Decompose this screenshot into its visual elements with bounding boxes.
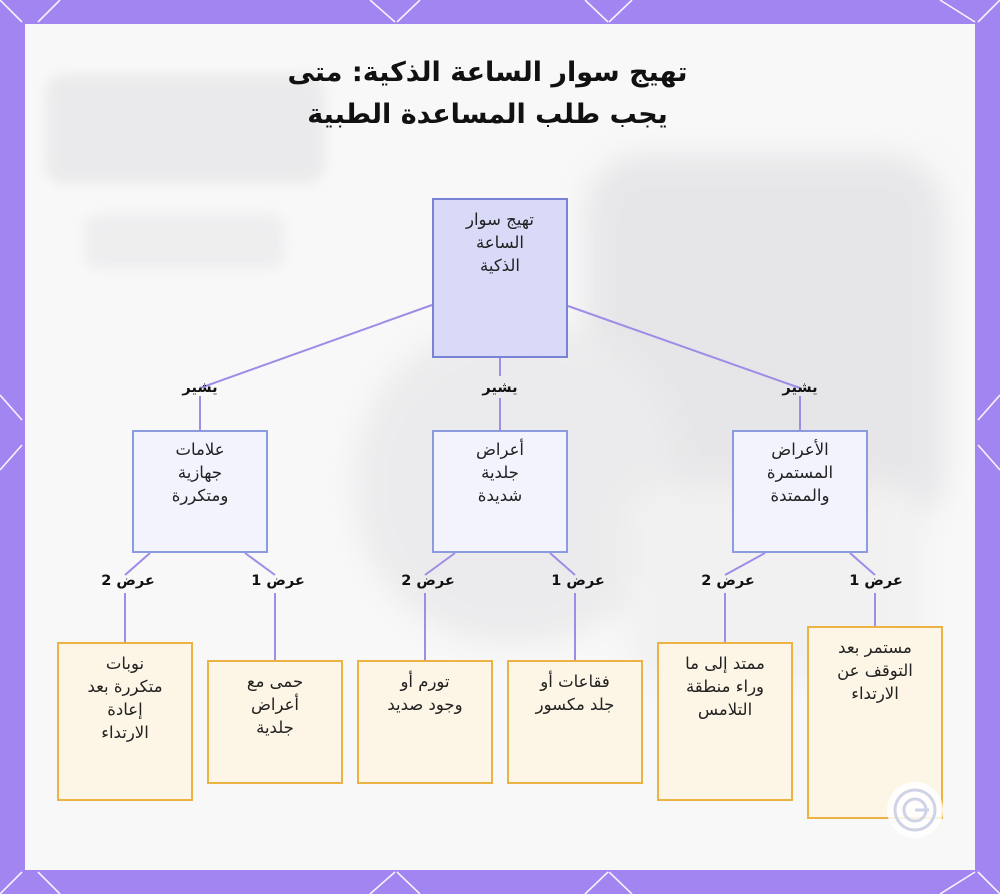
edge-label-3-2: عرض 2 bbox=[101, 573, 155, 589]
edge-label-branch-2: يشير bbox=[482, 380, 518, 396]
connector-root-branch-3 bbox=[200, 305, 432, 388]
title-line-1: تهيج سوار الساعة الذكية: متى bbox=[287, 57, 688, 88]
branch-node-1: الأعراض المستمرة والممتدة bbox=[732, 430, 868, 553]
leaf-node-2-1: فقاعات أو جلد مكسور bbox=[507, 660, 643, 784]
title-line-2: يجب طلب المساعدة الطبية bbox=[307, 99, 668, 130]
logo-icon bbox=[885, 780, 945, 840]
root-node: تهيج سوار الساعة الذكية bbox=[432, 198, 568, 358]
edge-label-1-1: عرض 1 bbox=[849, 573, 903, 589]
leaf-node-3-2: نوبات متكررة بعد إعادة الارتداء bbox=[57, 642, 193, 801]
edge-label-2-2: عرض 2 bbox=[401, 573, 455, 589]
edge-label-branch-3: يشير bbox=[182, 380, 218, 396]
branch-node-3: علامات جهازية ومتكررة bbox=[132, 430, 268, 553]
edge-label-3-1: عرض 1 bbox=[251, 573, 305, 589]
branch-node-2: أعراض جلدية شديدة bbox=[432, 430, 568, 553]
leaf-node-3-1: حمى مع أعراض جلدية bbox=[207, 660, 343, 784]
leaf-node-1-2: ممتد إلى ما وراء منطقة التلامس bbox=[657, 642, 793, 801]
edge-label-2-1: عرض 1 bbox=[551, 573, 605, 589]
edge-label-branch-1: يشير bbox=[782, 380, 818, 396]
leaf-node-1-1: مستمر بعد التوقف عن الارتداء bbox=[807, 626, 943, 819]
connector-root-branch-1 bbox=[568, 306, 800, 388]
edge-label-1-2: عرض 2 bbox=[701, 573, 755, 589]
leaf-node-2-2: تورم أو وجود صديد bbox=[357, 660, 493, 784]
